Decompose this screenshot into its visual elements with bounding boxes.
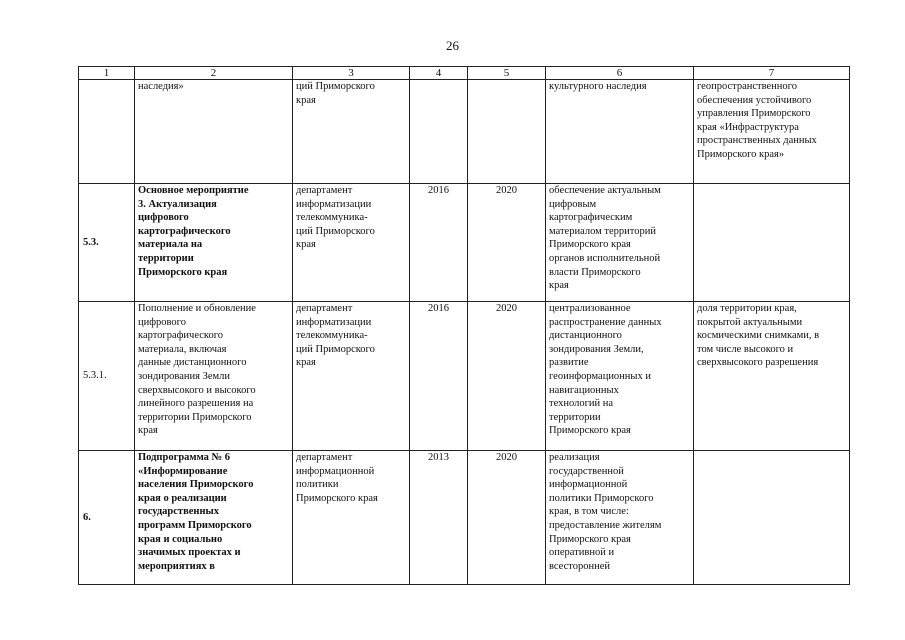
header-cell: 6 [546,67,694,80]
table-row [79,184,850,302]
expected-result: обеспечение актуальным цифровым картографическим материалом территорий Приморского края органов исполнительной власти Приморского края [546,184,694,302]
header-cell: 2 [135,67,293,80]
header-cell: 3 [293,67,410,80]
header-cell: 5 [468,67,546,80]
header-cell: 4 [410,67,468,80]
activity-name: наследия» [135,80,293,184]
start-year [410,80,468,184]
executor: департамент информационной политики Приморского края [293,451,410,585]
end-year [468,80,546,184]
header-row [79,67,850,80]
activity-name: Подпрограмма № 6 «Информирование населения Приморского края о реализации государственных программ Приморского края и социально значимых проектах и мероприятиях в [135,451,293,585]
end-year: 2020 [468,451,546,585]
table-row [79,80,850,184]
end-year: 2020 [468,184,546,302]
end-year: 2020 [468,302,546,451]
row-number: 5.3.1. [79,302,135,451]
start-year: 2013 [410,451,468,585]
row-number [79,80,135,184]
header-cell: 7 [694,67,850,80]
table-row [79,302,850,451]
executor: ций Приморского края [293,80,410,184]
indicator [694,451,850,585]
expected-result: реализация государственной информационной политики Приморского края, в том числе: предоставление жителям Приморского края оперативной и всесторонней [546,451,694,585]
activity-name: Основное мероприятие 3. Актуализация цифрового картографического материала на территории Приморского края [135,184,293,302]
expected-result: культурного наследия [546,80,694,184]
program-table [78,66,850,585]
header-cell: 1 [79,67,135,80]
table-row [79,451,850,585]
executor: департамент информатизации телекоммуника- ций Приморского края [293,184,410,302]
indicator [694,184,850,302]
indicator: геопространственного обеспечения устойчивого управления Приморского края «Инфраструктура пространственных данных Приморского края» [694,80,850,184]
start-year: 2016 [410,302,468,451]
indicator: доля территории края, покрытой актуальными космическими снимками, в том числе высокого и сверхвысокого разрешения [694,302,850,451]
activity-name: Пополнение и обновление цифрового картографического материала, включая данные дистанционного зондирования Земли сверхвысокого и высокого линейного разрешения на территории Приморского края [135,302,293,451]
row-number: 6. [79,451,135,585]
row-number: 5.3. [79,184,135,302]
page-number: 26 [446,38,459,53]
expected-result: централизованное распространение данных дистанционного зондирования Земли, развитие геоинформационных и навигационных технологий на территории Приморского края [546,302,694,451]
executor: департамент информатизации телекоммуника- ций Приморского края [293,302,410,451]
start-year: 2016 [410,184,468,302]
